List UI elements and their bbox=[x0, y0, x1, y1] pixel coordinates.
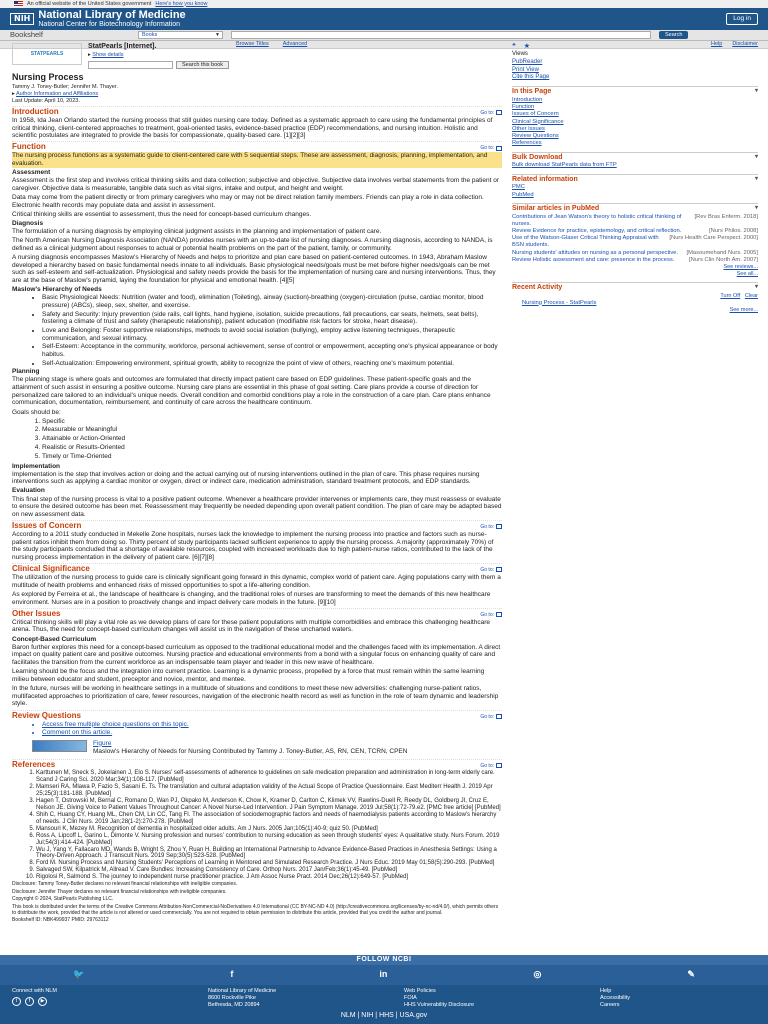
figure-link[interactable]: Figure bbox=[93, 739, 112, 747]
function-paragraph: The nursing process functions as a systematic guide to client-centered care with 5 sequential steps. These are assessment, diagnosis, planning, implementation, and evaluation. bbox=[12, 152, 502, 167]
list-item: 7. Wu J, Yang Y, Fallacaro MD, Wands B, Wright S, Zhou Y, Ruan H. Building an International Partnership to Advance Evidence-Based Practices in Anesthesia Settings: Using a Theory-Driven Approach. J Transcult Nurs. 2019 Sep;30(5):523-528. [PubMed] bbox=[36, 847, 502, 861]
database-select-value: Books bbox=[142, 31, 158, 38]
foia-link[interactable]: FOIA bbox=[404, 995, 417, 1002]
recent-item-link[interactable]: Nursing Process - StatPearls bbox=[522, 299, 597, 306]
nlm-title-text: National Library of Medicine bbox=[38, 8, 186, 21]
footer-help-link[interactable]: Help bbox=[600, 988, 612, 994]
us-flag-icon bbox=[14, 1, 23, 7]
goto-icon bbox=[496, 110, 502, 115]
book-search-input[interactable] bbox=[88, 61, 173, 69]
blog-icon[interactable]: ✎ bbox=[687, 969, 695, 980]
gov-banner bbox=[0, 0, 768, 8]
assessment-paragraph-2: Data may come from the patient directly or from primary caregivers who may or may not be direct relation family members. Friends can play a role in data collection. Electronic health records may populate data and assist in assessment. bbox=[12, 194, 484, 209]
collapse-icon[interactable]: ▾ bbox=[754, 283, 758, 290]
list-item: 3. Attainable or Action-Oriented bbox=[42, 435, 502, 444]
concept-paragraph-3: In the future, nurses will be working in healthcare settings in a multitude of situations and conditions to meet these new adversities: challenging nurse-patient ratios, multifaceted approaches to prioritization of care, fewer resources, navigation of the electronic health record as well as function in the role of team dynamic and leadership style. bbox=[12, 685, 499, 708]
goto-icon bbox=[496, 146, 502, 151]
search-input[interactable] bbox=[231, 31, 651, 39]
show-details-link[interactable]: Show details bbox=[92, 51, 124, 58]
toc-link-introduction[interactable]: Introduction bbox=[512, 96, 543, 103]
book-header: STATPEARLS StatPearls [Internet]. ▸ Show details Search this book bbox=[12, 43, 502, 70]
list-item: • Self-Esteem: Acceptance in the community, workforce, personal achievement, sense of control or empowerment, accepting one's physical appearance or body habitus. bbox=[42, 343, 502, 358]
list-item: • Self-Actualization: Empowering environment, spiritual growth, ability to recognize the point of view of others, reaching one's maximum potential. bbox=[42, 360, 502, 368]
web-policies-link[interactable]: Web Policies bbox=[404, 988, 436, 994]
similar-article[interactable]: Use of the Watson-Glaser Critical Thinking Appraisal with BSN students. [Nurs Health Care Perspect. 2000] bbox=[512, 235, 758, 249]
careers-link[interactable]: Careers bbox=[600, 1002, 620, 1009]
collapse-icon[interactable]: ▾ bbox=[754, 88, 758, 95]
toc-link-references[interactable]: References bbox=[512, 140, 542, 147]
last-update: Last Update: April 10, 2023. bbox=[12, 98, 80, 104]
evaluation-paragraph: This final step of the nursing process is vital to a positive patient outcome. Whenever a healthcare provider intervenes or implements care, they must reassess or evaluate to ensure the desired outcome has been met. Reassessment may frequently be needed depending upon overall patient condition. The plan of care may be adapted based on new assessment data. bbox=[12, 495, 502, 518]
assessment-paragraph-3: Critical thinking skills are essential to assessment, thus the need for concept-based curriculum changes. bbox=[12, 210, 312, 218]
print-view-link[interactable]: Print View bbox=[512, 66, 539, 73]
collapse-icon[interactable]: ▾ bbox=[754, 175, 758, 182]
login-button[interactable]: Log in bbox=[726, 13, 758, 25]
search-button[interactable]: Search bbox=[659, 31, 688, 39]
goto-menu[interactable]: Go to: bbox=[480, 612, 502, 618]
pubreader-link[interactable]: PubReader bbox=[512, 58, 543, 65]
collapse-icon[interactable]: ▾ bbox=[754, 204, 758, 211]
hhs-vulnerability-link[interactable]: HHS Vulnerability Disclosure bbox=[404, 1002, 475, 1009]
clear-link[interactable]: Clear bbox=[744, 292, 758, 299]
goto-icon bbox=[496, 714, 502, 719]
disclaimer-link[interactable]: Disclaimer bbox=[732, 41, 758, 48]
twitter-icon[interactable]: 🐦 bbox=[73, 969, 85, 980]
similar-article[interactable]: Review Holistic assessment and care: presence in the process. [Nurs Clin North Am. 2007] bbox=[512, 256, 758, 263]
similar-article[interactable]: Nursing students' attitudes on nursing as a personal perspective. [Masoumehand Nurs. 2005] bbox=[512, 249, 758, 256]
footer-bottom-links[interactable]: NLM | NIH | HHS | USA.gov bbox=[340, 1012, 428, 1020]
goals-intro: Goals should be: bbox=[12, 408, 61, 416]
related-info-section bbox=[512, 174, 758, 199]
see-all-link[interactable]: See all... bbox=[736, 271, 758, 278]
section-title-review: Review Questions Go to: bbox=[12, 710, 502, 721]
help-link[interactable]: Help bbox=[711, 41, 723, 48]
gov-banner-text: An official website of the United States government bbox=[27, 0, 152, 7]
ncbi-subtitle: National Center for Biotechnology Information bbox=[38, 20, 181, 28]
maslow-list bbox=[42, 294, 502, 367]
goals-list bbox=[42, 418, 502, 462]
footer bbox=[0, 955, 768, 1024]
assessment-paragraph-1: Assessment is the first step and involves critical thinking skills and data collection; subjective and objective. Subjective data involves verbal statements from the patient or caregiver. Objective data is measurable, tangible data such as vital signs, intake and output, and height and weight. bbox=[12, 177, 500, 192]
list-item: 1. Karttunen M, Sneck S, Jokelainen J, Elo S. Nurses' self-assessments of adherence to guidelines on safe medication preparation and administration in long-term elderly care. Scand J Caring Sci. 2020 Mar;34(1):108-117. [PubMed] bbox=[36, 770, 502, 784]
github-icon[interactable]: ◎ bbox=[533, 969, 542, 980]
in-page-title: In this Page bbox=[512, 88, 552, 96]
bookshelf-link[interactable]: Bookshelf bbox=[10, 30, 43, 40]
see-reviews-link[interactable]: See reviews... bbox=[723, 264, 758, 271]
goto-menu[interactable]: Go to: bbox=[480, 714, 502, 720]
views-title: Views bbox=[512, 51, 528, 57]
toc-link-review[interactable]: Review Questions bbox=[512, 133, 559, 140]
list-item: • Safety and Security: Injury prevention (side rails, call lights, hand hygiene, isolation, suicide precautions, fall precautions, car seats, helmets, seat belts), fostering a climate of trust and safety (therapeutic relationship), patient education (modifiable risk factors for stroke, heart disease). bbox=[42, 311, 502, 326]
subheading-diagnosis: Diagnosis bbox=[12, 220, 44, 228]
search-bar bbox=[0, 30, 768, 41]
diagnosis-paragraph-1: The formulation of a nursing diagnosis by employing clinical judgment assists in the planning and implementation of patient care. bbox=[12, 228, 382, 236]
accessibility-link[interactable]: Accessibility bbox=[600, 995, 630, 1002]
section-title-issues: Issues of Concern Go to: bbox=[12, 520, 502, 531]
other-issues-paragraph: Critical thinking skills will play a vital role as we develop plans of care for these patient populations with multiple comorbidities and embrace this challenging healthcare arena. Thus, the need for concept-based curriculum changes will assist us in the navigation of these uncharted waters. bbox=[12, 618, 490, 634]
comment-link[interactable]: Comment on this article. bbox=[42, 728, 113, 736]
figure-thumbnail[interactable] bbox=[32, 740, 87, 752]
nlm-header bbox=[0, 8, 768, 30]
facebook-icon[interactable]: f bbox=[230, 969, 234, 980]
subheading-planning: Planning bbox=[12, 368, 40, 376]
list-item: • Basic Physiological Needs: Nutrition (water and food), elimination (Toileting), airway (suction)-breathing (oxygen)-circulation (pulse, cardiac monitor, blood pressure) (ABCs), sleep, sex, shelter, and exercise. bbox=[42, 294, 502, 309]
related-title: Related information bbox=[512, 175, 578, 183]
goto-menu[interactable]: Go to: bbox=[480, 145, 502, 151]
license-text: This book is distributed under the terms of the Creative Commons Attribution-NonCommercial-NoDerivatives 4.0 International (CC BY-NC-ND 4.0) (http://creativecommons.org/licenses/by-nc-nd/4.0/), which permits others to distribute the work, provided that the article is not altered or used commercially. You are not required to obtain permission to distribute this article, provided that you credit the author and journal. bbox=[12, 903, 499, 916]
views-section bbox=[512, 51, 758, 82]
clinical-paragraph-2: As explored by Ferreira et al., the landscape of healthcare is changing, and the traditional roles of nurses are transforming to meet the demands of this new healthcare environment. Nurses are in a position to proactively change and impact delivery care models in the future. [9][10] bbox=[12, 591, 491, 606]
similar-article[interactable]: Review Evidence for practice, epistemology, and critical reflection. [Nurs Philos. 2008] bbox=[512, 228, 758, 234]
bulk-download-link[interactable]: Bulk download StatPearls data from FTP bbox=[512, 162, 617, 169]
facebook-icon[interactable]: f bbox=[25, 997, 34, 1006]
figure bbox=[32, 740, 502, 756]
recent-title: Recent Activity bbox=[512, 283, 563, 291]
list-item: 4. Realistic or Results-Oriented bbox=[42, 444, 502, 453]
list-item: 2. Mamseri RA, Mlawa P, Fazio S, Sasani E. Ts. The translation and cultural adaptation validity of the Actual Scope of Practice Questionnaire. East Mediterr Health J. 2019 Apr 25;25(3):181-188. [PubMed] bbox=[36, 784, 502, 798]
goto-icon bbox=[496, 612, 502, 617]
related-pmc-link[interactable]: PMC bbox=[512, 184, 525, 191]
goto-icon bbox=[496, 763, 502, 768]
address-line: National Library of Medicine bbox=[208, 988, 277, 994]
social-bar bbox=[0, 965, 768, 985]
book-title: StatPearls [Internet]. bbox=[88, 43, 157, 50]
youtube-icon[interactable]: ▶ bbox=[38, 997, 47, 1006]
nih-logo[interactable]: NIH bbox=[10, 13, 34, 25]
disclosure-1: Disclosure: Tammy Toney-Butler declares no relevant financial relationships with ineligible companies. bbox=[12, 881, 238, 888]
page-title: Nursing Process bbox=[12, 72, 84, 82]
subheading-concept: Concept-Based Curriculum bbox=[12, 635, 97, 643]
review-list bbox=[42, 721, 502, 737]
search-this-book-button[interactable]: Search this book bbox=[176, 61, 229, 69]
sidebar-icons bbox=[512, 43, 758, 51]
related-pubmed-link[interactable]: PubMed bbox=[512, 191, 534, 198]
toc-link-issues[interactable]: Issues of Concern bbox=[512, 111, 559, 118]
cite-icon[interactable]: ❝ bbox=[512, 43, 516, 50]
list-item: 10. Rigolosi R, Salmond S. The journey to independent nurse practitioner practice. J Am Assoc Nurse Pract. 2014 Dec;26(12):649-57. [PubMed] bbox=[36, 874, 502, 881]
advanced-link[interactable]: Advanced bbox=[282, 41, 308, 48]
database-select[interactable] bbox=[138, 31, 223, 39]
intro-paragraph: In 1958, Ida Jean Orlando started the nursing process that still guides nursing care today. Defined as a systematic approach to care using the fundamental principles of critical thinking, client-centered approaches to treatment, goal-oriented tasks, evidence-based practice (EDP) recommendations, and nursing intuition. Holistic and scientific postulates are integrated to provide the basis for compassionate, quality-based care. [1][2][3] bbox=[12, 116, 493, 140]
cite-page-link[interactable]: Cite this Page bbox=[512, 74, 550, 81]
subheading-evaluation: Evaluation bbox=[12, 487, 45, 495]
author-info-link[interactable]: Author Information and Affiliations bbox=[16, 91, 99, 98]
list-item: 8. Ford M. Nursing Process and Nursing Students' Perceptions of Learning in Mentored and Simulated Research Practice. J Nurs Educ. 2019 May 01;58(5):290-293. [PubMed] bbox=[36, 860, 502, 867]
bulk-title: Bulk Download bbox=[512, 153, 563, 161]
diagnosis-paragraph-2: The North American Nursing Diagnosis Association (NANDA) provides nurses with an up-to-date list of nursing diagnoses. A nursing diagnosis, according to NANDA, is defined as a clinical judgment about responses to actual or potential health problems on the part of the patient, family, or community. bbox=[12, 237, 493, 252]
goto-menu[interactable]: Go to: bbox=[480, 763, 502, 769]
list-item: • Love and Belonging: Foster supportive relationships, methods to avoid social isolation (bullying), employ active listening techniques, therapeutic communication, and sexual intimacy. bbox=[42, 327, 502, 342]
section-title-other-issues: Other Issues Go to: bbox=[12, 608, 502, 619]
subheading-maslow: Maslow's Hierarchy of Needs bbox=[12, 286, 102, 294]
list-item: 2. Measurable or Meaningful bbox=[42, 426, 502, 435]
list-item: 9. Salvaged SW, Kilpatrick M, Allread V. Care Bundles: Increasing Consistency of Care. Orthop Nurs. 2017 Jan/Feb;36(1):45-49. [PubMed] bbox=[36, 867, 502, 874]
authors: Tammy J. Toney-Butler; Jennifer M. Thayer. bbox=[12, 84, 118, 91]
goto-icon bbox=[496, 524, 502, 529]
copyright: Copyright © 2024, StatPearls Publishing LLC. bbox=[12, 896, 114, 903]
goto-menu[interactable]: Go to: bbox=[480, 110, 502, 116]
list-item: 5. Timely or Time-Oriented bbox=[42, 453, 502, 462]
toc-link-other-issues[interactable]: Other Issues bbox=[512, 125, 545, 132]
list-item: 5. Mansouri K, Mezey M. Recognition of dementia in hospitalized older adults. Am J Nurs. 2005 Jan;105(1):40-9; quiz 50. [PubMed] bbox=[36, 826, 502, 833]
bookshelf-ids: Bookshelf ID: NBK499937 PMID: 29763112 bbox=[12, 917, 109, 924]
goto-menu[interactable]: Go to: bbox=[480, 567, 502, 573]
similar-title: Similar articles in PubMed bbox=[512, 204, 600, 212]
list-item: 6. Ross A, Lipcoff L, Garino L, Dimonte V. Nursing profession and nurses' contribution to nursing education as seen through students' eyes: A qualitative study. Nurs Forum. 2019 Jul;54(3):414-424. [PubMed] bbox=[36, 833, 502, 847]
implementation-paragraph: Implementation is the step that involves action or doing and the actual carrying out of nursing interventions outlined in the plan of care. This phase requires nursing interventions such as applying a cardiac monitor or oxygen, direct or indirect care, medication administration, standard treatment protocols, and EDP standards. bbox=[12, 470, 480, 486]
toc-link-function[interactable]: Function bbox=[512, 104, 535, 111]
bulk-download-section bbox=[512, 152, 758, 170]
recent-activity-section bbox=[512, 282, 758, 314]
toc-link-clinical[interactable]: Clinical Significance bbox=[512, 118, 564, 125]
section-title-function: Function Go to: bbox=[12, 141, 502, 152]
collapse-icon[interactable]: ▾ bbox=[754, 153, 758, 160]
browse-titles-link[interactable]: Browse Titles bbox=[236, 41, 269, 48]
list-item: 1. Specific bbox=[42, 418, 502, 427]
section-title-introduction: Introduction Go to: bbox=[12, 106, 502, 117]
figure-caption: Maslow's Hierarchy of Needs for Nursing Contributed by Tammy J. Toney-Butler, AS, RN, CEN, TCRN, CPEN bbox=[93, 747, 408, 755]
similar-articles-section bbox=[512, 203, 758, 278]
footer-columns bbox=[0, 985, 768, 1012]
sidebar bbox=[512, 43, 758, 314]
diagnosis-paragraph-3: A nursing diagnosis encompasses Maslow's Hierarchy of Needs and helps to prioritize and plan care based on patient-centered outcomes. In 1943, Abraham Maslow developed a hierarchy based on basic fundamental needs innate to all individuals. Basic physiological needs/goals must be met before higher needs/goals can be met such as self-esteem and self-actualization. Physiological and safety needs provide the basis for the implementation of nursing care and nursing interventions. Thus, they are at the base of Maslow's pyramid, laying the foundation for physical and emotional health. [4][5] bbox=[12, 254, 496, 285]
clinical-paragraph-1: The utilization of the nursing process to guide care is clinically significant going forward in this dynamic, complex world of patient care. Aging populations carry with them a multitude of health problems and enhanced risks of missed opportunities to spot a life-altering condition. bbox=[12, 574, 501, 589]
favorites-icon[interactable]: ★ bbox=[523, 43, 531, 50]
chevron-down-icon: ▼ bbox=[215, 31, 220, 38]
see-more-link[interactable]: See more... bbox=[729, 306, 758, 313]
follow-ncbi: FOLLOW NCBI bbox=[0, 955, 768, 965]
subheading-assessment: Assessment bbox=[12, 169, 51, 177]
section-title-clinical: Clinical Significance Go to: bbox=[12, 563, 502, 574]
address-line: Bethesda, MD 20894 bbox=[208, 1002, 260, 1009]
in-this-page-section bbox=[512, 86, 758, 147]
similar-article[interactable]: Contributions of Jean Watson's theory to holistic critical thinking of nurses. [Rev Bras Enferm. 2018] bbox=[512, 213, 758, 227]
references-list bbox=[36, 770, 502, 881]
goto-menu[interactable]: Go to: bbox=[480, 524, 502, 530]
address-line: 8600 Rockville Pike bbox=[208, 995, 256, 1002]
subheading-implementation: Implementation bbox=[12, 462, 61, 470]
book-cover[interactable]: STATPEARLS bbox=[12, 43, 82, 65]
review-questions-link[interactable]: Access free multiple choice questions on this topic. bbox=[42, 720, 189, 728]
nlm-title[interactable] bbox=[38, 10, 185, 29]
issues-paragraph: According to a 2011 study conducted in Mekelle Zone hospitals, nurses lack the knowledge to implement the nursing process into practice and factors such as nurse-patient ratios inhibit them from doing so. Thirty percent of study participants lacked sufficient experience to apply the nursing process. A majority (approximately 70%) of the study participants concluded that a shortage of available resources, coupled with increased workloads due to high patient-nurse ratios, contributed to the lack of the nursing process implementation in the delivery of patient care. [6][7][8] bbox=[12, 531, 494, 562]
goto-icon bbox=[496, 567, 502, 572]
concept-paragraph-1: Baron further explores this need for a concept-based curriculum as opposed to the traditional educational model and the challenges faced with its implementation. A direct impact on quality patient care and positive outcomes. Nursing practice and educational environments from a bond with a singular focus on enhancing quality of care and facilitates the transition from the current workforce as an indispensable team player and leader in this new wave of healthcare. bbox=[12, 643, 501, 667]
linkedin-icon[interactable]: in bbox=[379, 969, 388, 980]
concept-paragraph-2: Learning should be the focus and the integration into current practice. Learning is a dynamic process, propelled by a force that must remain within the same learning milieu between educator and student, preceptor and novice, mentor, and mentee. bbox=[12, 668, 485, 683]
list-item: 3. Hagen T, Ostrowski M, Bernal C, Romano D, Wan PJ, Okpako M, Anderson K, Chow K, Kramer D, Carlton C, Klimek VV, Rawlins-Duell R, Reedy DL, Goldberg JI, Cruz E, Nelson JE. Giving Voice to Patient Values Throughout Cancer: A Novel Nurse-Led Intervention. J Pain Symptom Manage. 2019 Jul;58(1):72-79.e2. [PMC free article] [PubMed] bbox=[36, 798, 502, 812]
list-item: 4. Shih C, Huang CY, Huang ML, Chen CM, Lin CC, Tang FI. The association of sociodemographic factors and needs of haemodialysis patients according to Maslow's hierarchy of needs. J Clin Nurs. 2019 Jan;28(1-2):270-278. [PubMed] bbox=[36, 812, 502, 826]
disclosure-2: Disclosure: Jennifer Thayer declares no relevant financial relationships with ineligible companies. bbox=[12, 888, 227, 895]
twitter-icon[interactable]: t bbox=[12, 997, 21, 1006]
gov-banner-link[interactable]: Here's how you know bbox=[155, 0, 208, 7]
section-title-references: References Go to: bbox=[12, 759, 502, 770]
main-content: STATPEARLS StatPearls [Internet]. ▸ Show details Search this book Nursing Process Tammy J. Toney-Butler; Jennifer M. Thayer. ▸ Author Information and Affiliations Last Update: April 10, 2023. Introduction Go to: In 1958, Ida Jean Orlando started the nursing process that still guides nursing care today. Defined as a systematic approach to care using the fundamental principles of critical thinking, client-centered approaches to treatment, goal-oriented tasks, evidence-based practice (EDP) recommendations, and nursing intuition. Holistic and scientific postulates are integrated to provide the basis for compassionate, quality-based care. [1][2][3] Function Go to: The nursing process functions as a systematic guide to client-centered care with 5 sequential steps. These are assessment, diagnosis, planning, implementation, and evaluation. Assessment Assessment is the first step and involves critical thinking skills and data collection; subjective and objective. Subjective data involves verbal statements from the patient or caregiver. Objective data is measurable, tangible data such as vital signs, intake and output, and height and weight. Data may come from the patient directly or from primary caregivers who may or may not be direct relation family members. Friends can play a role in data collection. Electronic health records may populate data and assist in assessment. Critical thinking skills are essential to assessment, thus the need for concept-based curriculum changes. Diagnosis The formulation of a nursing diagnosis by employing clinical judgment assists in the planning and implementation of patient care. The North American Nursing Diagnosis Association (NANDA) provides nurses with an up-to-date list of nursing diagnoses. A nursing diagnosis, according to NANDA, is defined as a clinical judgment about responses to actual or potential health problems on the part of the patient, family, or community. A nursing diagnosis encompasses Maslow's Hierarchy of Needs and helps to prioritize and plan care based on patient-centered outcomes. In 1943, Abraham Maslow developed a hierarchy based on basic fundamental needs innate to all individuals. Basic physiological needs/goals must be met before higher needs/goals can be met such as self-esteem and self-actualization. Physiological and safety needs provide the basis for the implementation of nursing care and nursing interventions. Thus, they are at the base of Maslow's pyramid, laying the foundation for physical and emotional health. [4][5] Maslow's Hierarchy of Needs • Basic Physiological Needs: Nutrition (water and food), elimination (Toileting), airway (suction)-breathing (oxygen)-circulation (pulse, cardiac monitor, blood pressure) (ABCs), sleep, sex, shelter, and exercise. • Safety and Security: Injury prevention (side rails, call lights, hand hygiene, isolation, suicide precautions, fall precautions, car seats, helmets, seat belts), fostering a climate of trust and safety (therapeutic relationship), patient education (modifiable risk factors for stroke, heart disease). • Love and Belonging: Foster supportive relationships, methods to avoid social isolation (bullying), employ active listening techniques, therapeutic communication, and sexual intimacy. • Self-Esteem: Acceptance in the community, workforce, personal achievement, sense of control or empowerment, accepting one's physical appearance or body habitus. • Self-Actualization: Empowering environment, spiritual growth, ability to recognize the point of view of others, reaching one's maximum potential. Planning The planning stage is where goals and outcomes are formulated that directly impact patient care based on EDP guidelines. These patient-specific goals and the attainment of such assist in ensuring a positive outcome. Nursing care plans are essential in this phase of goal setting. Care plans provide a course of direction for personalized care tailored to an individual's unique needs. Overall condition and comorbid conditions play a role in the construction of a care plan. Care plans enhance communication, documentation, reimbursement, and continuity of care across the healthcare continuum. Goals should be: 1. Specific 2. Measurable or Meaningful 3. Attainable or Action-Oriented 4. Realistic or Results-Oriented 5. Timely or Time-Oriented Implementation Implementation is the step that involves action or doing and the actual carrying out of nursing interventions outlined in the plan of care. This phase requires nursing interventions such as applying a cardiac monitor or oxygen, direct or indirect care, medication administration, standard treatment protocols, and EDP standards. Evaluation This final step of the nursing process is vital to a positive patient outcome. Whenever a healthcare provider intervenes or implements care, they must reassess or evaluate to ensure the desired outcome has been met. Reassessment may frequently be needed depending upon overall patient condition. The plan of care may be adapted based on new assessment data. Issues of Concern Go to: According to a 2011 study conducted in Mekelle Zone hospitals, nurses lack the knowledge to implement the nursing process into practice and factors such as nurse-patient ratios inhibit them from doing so. Thirty percent of study participants lacked sufficient experience to apply the nursing process. A majority (approximately 70%) of the study participants concluded that a shortage of available resources, coupled with increased workloads due to high patient-nurse ratios, contributed to the lack of the nursing process implementation in the delivery of patient care. [6][7][8] Clinical Significance Go to: The utilization of the nursing process to guide care is clinically significant going forward in this dynamic, complex world of patient care. Aging populations carry with them a multitude of health problems and enhanced risks of missed opportunities to spot a life-altering condition. As explored by Ferreira et al., the landscape of healthcare is changing, and the traditional roles of nurses are transforming to meet the demands of this new healthcare environment. Nurses are in a position to proactively change and impact delivery care models in the future. [9][10] Other Issues Go to: Critical thinking skills will play a vital role as we develop plans of care for these patient populations with multiple comorbidities and embrace this challenging healthcare arena. Thus, the need for concept-based curriculum changes will assist us in the navigation of these uncharted waters. Concept-Based Curriculum Baron further explores this need for a concept-based curriculum as opposed to the traditional educational model and the challenges faced with its implementation. A direct impact on quality patient care and positive outcomes. Nursing practice and educational environments from a bond with a singular focus on enhancing quality of care and facilitates the transition from the current workforce as an indispensable team player and leader in this new wave of healthcare. Learning should be the focus and the integration into current practice. Learning is a dynamic process, propelled by a force that must remain within the same learning milieu between educator and student, preceptor and novice, mentor, and mentee. In the future, nurses will be working in healthcare settings in a multitude of situations and conditions to meet these new adversities: challenging nurse-patient ratios, multifaceted approaches to prioritization of care, fewer resources, navigation of the electronic health record as well as function in the role of team dynamic and leadership style. Review Questions Go to: • Access free multiple choice questions on this topic. • Comment on this article. Figure Maslow's Hierarchy of Needs for Nursing Contributed by Tammy J. Toney-Butler, AS, RN, CEN, TCRN, CPEN References Go to: 1. Karttunen M, Sneck S, Jokelainen J, Elo S. Nurses' self-assessments of adherence to guidelines on safe medication preparation and administration in long-term elderly care. Scand J Caring Sci. 2020 Mar;34(1):108-117. [PubMed] 2. Mamseri RA, Mlawa P, Fazio S, Sasani E. Ts. The translation and cultural adaptation validity of the Actual Scope of Practice Questionnaire. East Mediterr Health J. 2019 Apr 25;25(3):181-188. [PubMed] 3. Hagen T, Ostrowski M, Bernal C, Romano D, Wan PJ, Okpako M, Anderson K, Chow K, Kramer D, Carlton C, Klimek VV, Rawlins-Duell R, Reedy DL, Goldberg JI, Cruz E, Nelson JE. Giving Voice to Patient Values Throughout Cancer: A Novel Nurse-Led Intervention. J Pain Symptom Manage. 2019 Jul;58(1):72-79.e2. [PMC free article] [PubMed] 4. Shih C, Huang CY, Huang ML, Chen CM, Lin CC, Tang FI. The association of sociodemographic factors and needs of haemodialysis patients according to Maslow's hierarchy of needs. J Clin Nurs. 2019 Jan;28(1-2):270-278. [PubMed] 5. Mansouri K, Mezey M. Recognition of dementia in hospitalized older adults. Am J Nurs. 2005 Jan;105(1):40-9; quiz 50. [PubMed] 6. Ross A, Lipcoff L, Garino L, Dimonte V. Nursing profession and nurses' contribution to nursing education as seen through students' eyes: A qualitative study. Nurs Forum. 2019 Jul;54(3):414-424. [PubMed] 7. Wu J, Yang Y, Fallacaro MD, Wands B, Wright S, Zhou Y, Ruan H. Building an International Partnership to Advance Evidence-Based Practices in Anesthesia Settings: Using a Theory-Driven Approach. J Transcult Nurs. 2019 Sep;30(5):523-528. [PubMed] 8. Ford M. Nursing Process and Nursing Students' Perceptions of Learning in Mentored and Simulated Research Practice. J Nurs Educ. 2019 May 01;58(5):290-293. [PubMed] 9. Salvaged SW, Kilpatrick M, Allread V. Care Bundles: Increasing Consistency of Care. Orthop Nurs. 2017 Jan/Feb;36(1):45-49. [PubMed] 10. Rigolosi R, Salmond S. The journey to independent nurse practitioner practice. J Am Assoc Nurse Pract. 2014 Dec;26(12):649-57. [PubMed] Disclosure: Tammy Toney-Butler declares no relevant financial relationships with ineligible companies. Disclosure: Jennifer Thayer declares no relevant financial relationships with ineligible companies. Copyright © 2024, StatPearls Publishing LLC. This book is distributed under the terms of the Creative Commons Attribution-NonCommercial-NoDerivatives 4.0 International (CC BY-NC-ND 4.0) (http://creativecommons.org/licenses/by-nc-nd/4.0/), which permits others to distribute the work, provided that the article is not altered or used commercially. You are not required to obtain permission to distribute this article, provided that you credit the author and journal. Bookshelf ID: NBK499937 PMID: 29763112 bbox=[12, 43, 502, 925]
planning-paragraph: The planning stage is where goals and outcomes are formulated that directly impact patient care based on EDP guidelines. These patient-specific goals and the attainment of such assist in ensuring a positive outcome. Nursing care plans are essential in this phase of goal setting. Care plans provide a course of direction for personalized care tailored to an individual's unique needs. Overall condition and comorbid conditions play a role in the construction of a care plan. Care plans enhance communication, documentation, reimbursement, and continuity of care across the healthcare continuum. bbox=[12, 376, 491, 407]
turn-off-link[interactable]: Turn Off bbox=[720, 292, 741, 299]
connect-nlm: Connect with NLM bbox=[12, 988, 57, 994]
